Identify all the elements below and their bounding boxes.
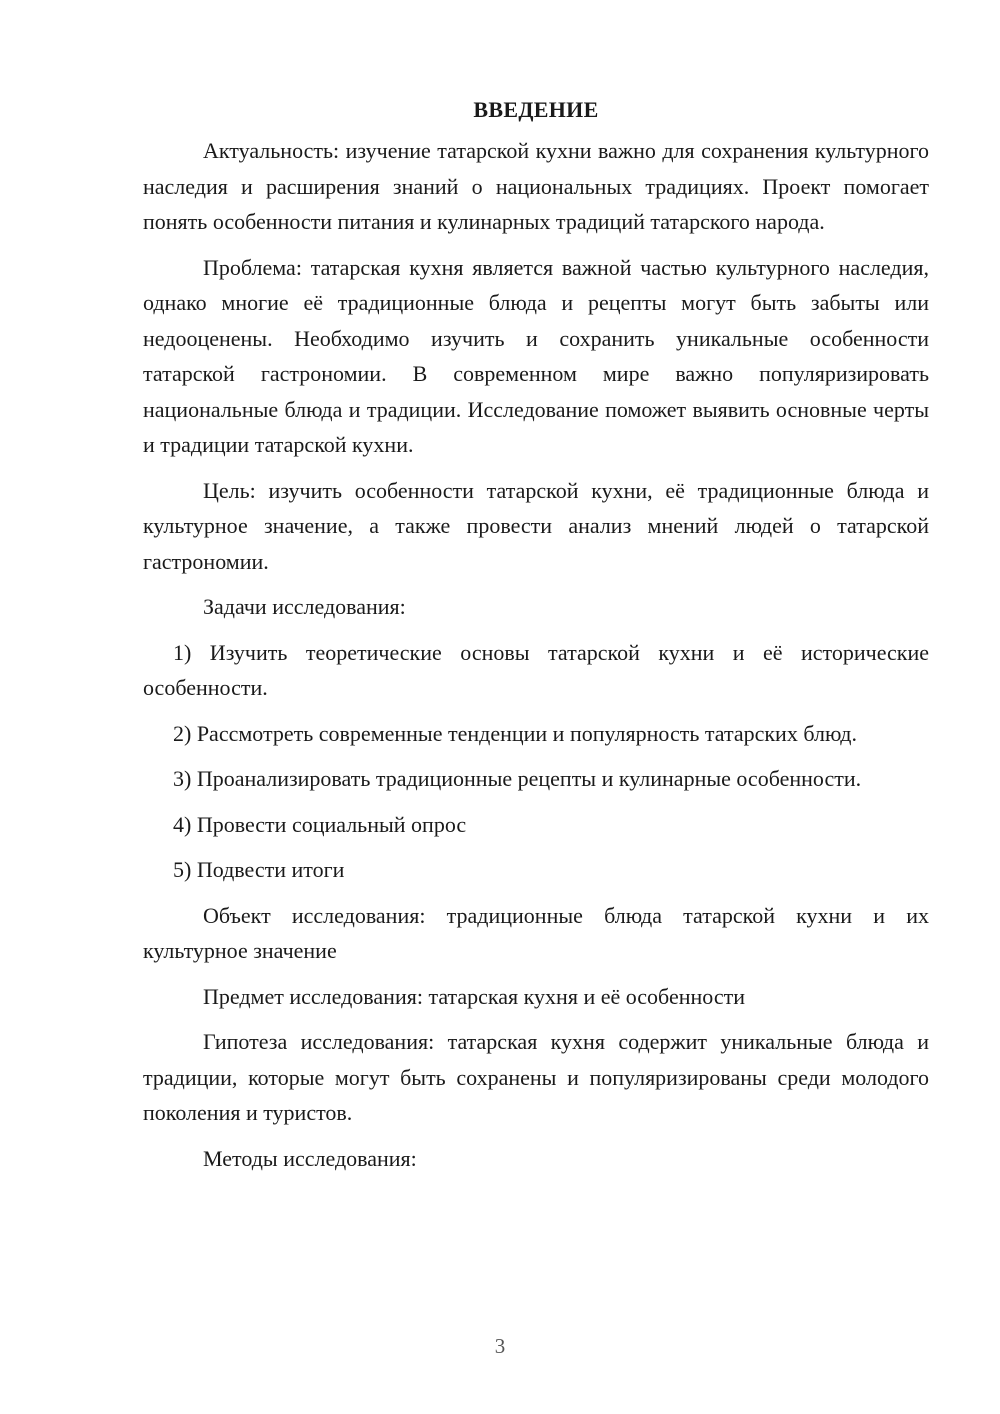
paragraph-goal: Цель: изучить особенности татарской кухни, её традиционные блюда и культурное значение, а также провести анализ мнений людей о татарской гастрономии. (143, 477, 929, 574)
document-page (143, 92, 929, 1186)
section-heading: ВВЕДЕНИЕ (473, 97, 599, 122)
paragraph-hypothesis: Гипотеза исследования: татарская кухня содержит уникальные блюда и традиции, которые могут быть сохранены и популяризированы среди молодого поколения и туристов. (143, 1029, 929, 1125)
paragraph-tasks-title: Задачи исследования: (203, 594, 406, 619)
paragraph-problem: Проблема: татарская кухня является важной частью культурного наследия, однако многие её традиционные блюда и рецепты могут быть забыты или недооценены. Необходимо изучить и сохранить уникальные особенности татарской гастрономии. В современном мире важно популяризировать национальные блюда и традиции. Исследование поможет выявить основные черты и традиции татарской кухни. (143, 254, 929, 457)
paragraph-methods: Методы исследования: (203, 1145, 417, 1171)
task-item-1: 1) Изучить теоретические основы татарской кухни и её исторические особенности. (143, 639, 929, 700)
task-item-5: 5) Подвести итоги (173, 857, 345, 882)
task-item-2: 2) Рассмотреть современные тенденции и популярность татарских блюд. (173, 720, 857, 746)
task-item-4: 4) Провести социальный опрос (173, 811, 467, 837)
paragraph-relevance: Актуальность: изучение татарской кухни важно для сохранения культурного наследия и расширения знаний о национальных традициях. Проект помогает понять особенности питания и кулинарных традиций татарского народа. (143, 138, 929, 234)
paragraph-subject: Предмет исследования: татарская кухня и её особенности (203, 983, 745, 1009)
paragraph-object: Объект исследования: традиционные блюда татарской кухни и их культурное значение (143, 902, 929, 963)
task-item-3: 3) Проанализировать традиционные рецепты и кулинарные особенности. (173, 766, 862, 791)
page-number: 3 (494, 1334, 506, 1358)
